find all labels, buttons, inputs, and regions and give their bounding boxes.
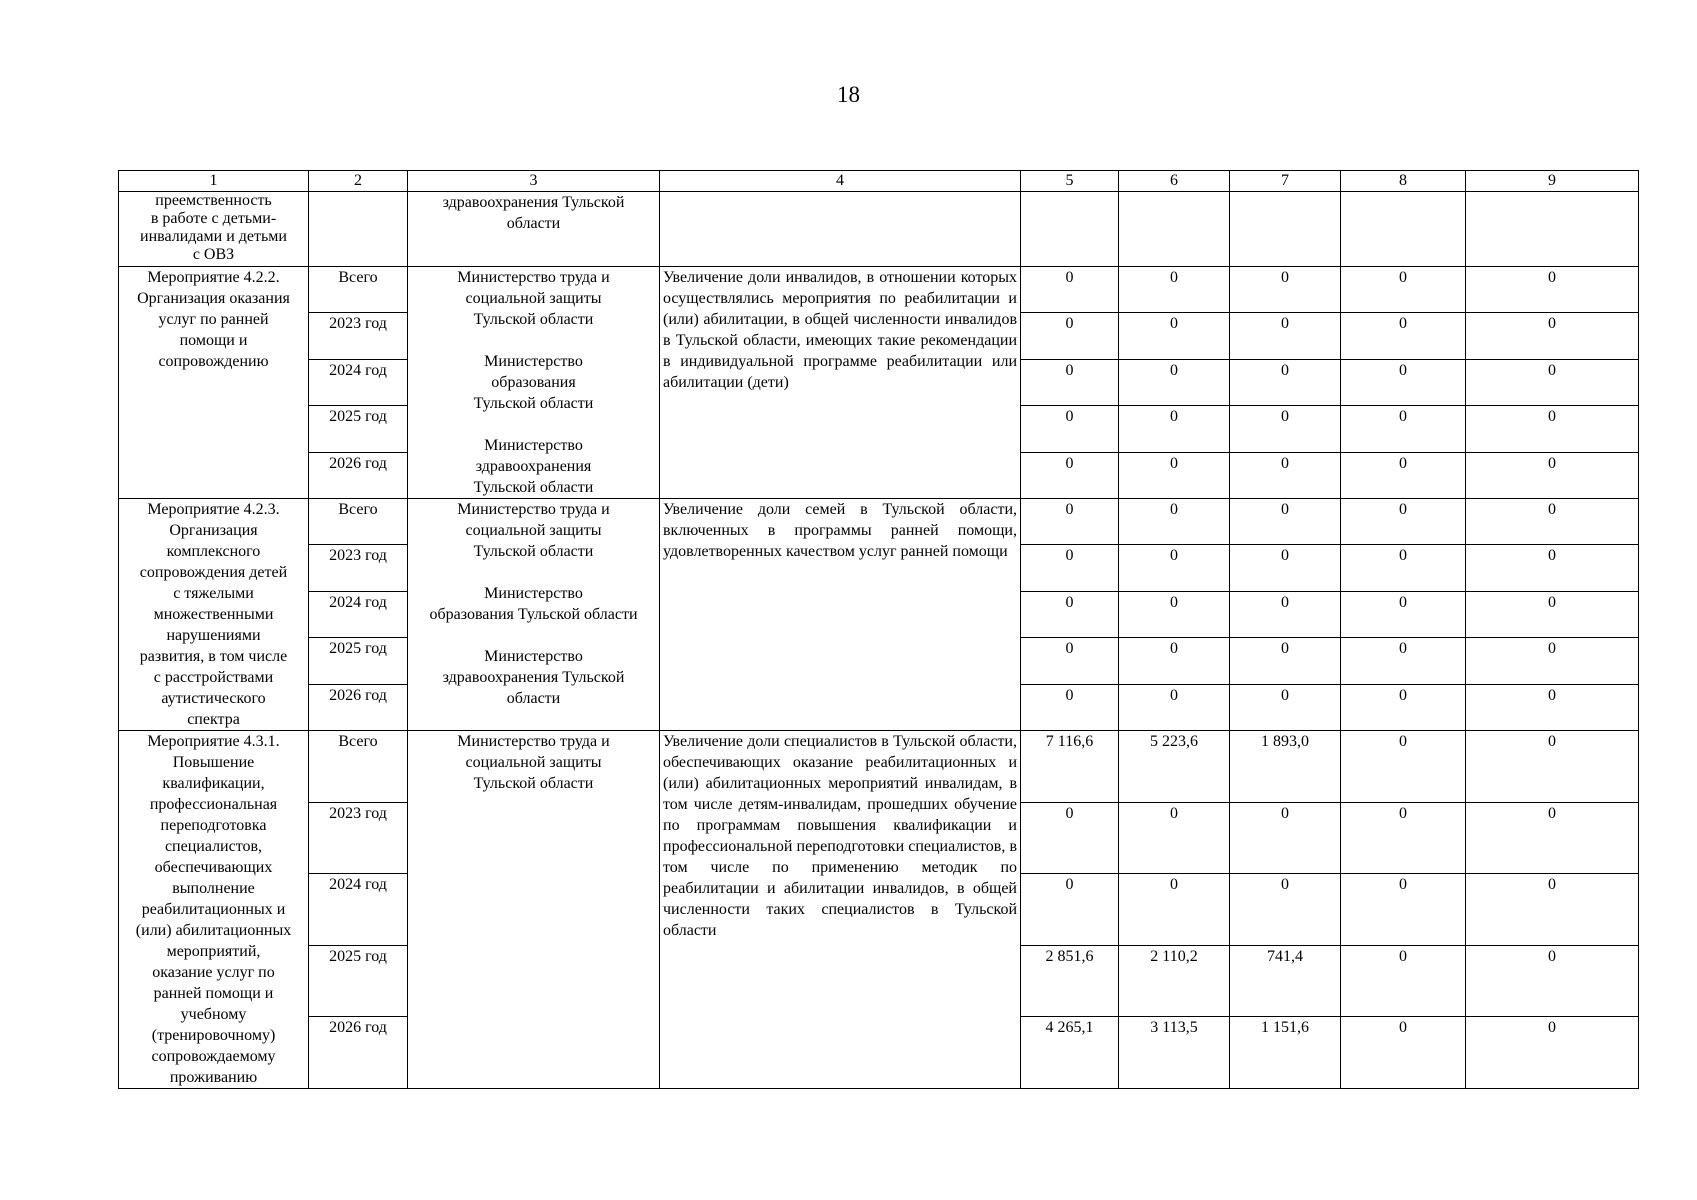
continued-activity-name: преемственность в работе с детьми- инвалидами и детьми с ОВЗ [119,192,309,267]
table-row [119,499,1639,545]
value-cell: 0 [1341,731,1466,803]
period-cell: Всего [309,731,408,803]
value-cell: 0 [1119,638,1230,684]
value-cell: 0 [1230,591,1341,637]
value-cell: 0 [1341,359,1466,405]
value-cell: 0 [1230,406,1341,452]
period-cell: 2025 год [309,638,408,684]
value-cell: 0 [1466,452,1639,498]
value-cell: 0 [1466,591,1639,637]
value-cell: 0 [1230,267,1341,313]
value-cell: 3 113,5 [1119,1017,1230,1089]
value-cell: 0 [1119,874,1230,946]
value-cell: 0 [1230,638,1341,684]
value-cell: 0 [1341,499,1466,545]
column-number: 3 [408,171,660,192]
period-cell: 2025 год [309,406,408,452]
value-cell: 0 [1021,359,1119,405]
value-cell: 0 [1341,452,1466,498]
value-cell: 0 [1466,874,1639,946]
period-cell: Всего [309,267,408,313]
value-cell: 0 [1021,406,1119,452]
column-number: 5 [1021,171,1119,192]
value-cell: 0 [1230,452,1341,498]
value-cell: 0 [1341,1017,1466,1089]
indicator-text: Увеличение доли семей в Тульской области, включенных в программы ранней помощи, удовлетворенных качеством услуг ранней помощи [660,499,1021,731]
period-cell: Всего [309,499,408,545]
value-cell: 5 223,6 [1119,731,1230,803]
value-cell: 0 [1119,591,1230,637]
value-cell: 0 [1341,684,1466,730]
value-cell: 0 [1021,684,1119,730]
value-cell: 0 [1230,684,1341,730]
period-cell: 2026 год [309,684,408,730]
value-cell: 0 [1466,638,1639,684]
page-number: 18 [837,82,860,107]
period-cell: 2025 год [309,945,408,1017]
value-cell: 0 [1341,874,1466,946]
table-row [119,267,1639,313]
value-cell: 0 [1341,545,1466,591]
column-number-row [119,171,1639,192]
value-cell: 0 [1021,874,1119,946]
column-number: 1 [119,171,309,192]
value-cell: 0 [1119,359,1230,405]
value-cell: 0 [1341,267,1466,313]
value-cell: 0 [1230,359,1341,405]
value-cell: 2 110,2 [1119,945,1230,1017]
value-cell: 1 893,0 [1230,731,1341,803]
indicator-text: Увеличение доли инвалидов, в отношении которых осуществлялись мероприятия по реабилитации и (или) абилитации, в общей численности инвалидов в Тульской области, имеющих такие рекомендации в индивидуальной программе реабилитации или абилитации (дети) [660,267,1021,499]
value-cell: 0 [1230,313,1341,359]
column-number: 9 [1466,171,1639,192]
period-cell: 2026 год [309,1017,408,1089]
value-cell: 0 [1021,313,1119,359]
period-cell: 2024 год [309,874,408,946]
responsible-executor: Министерство труда и социальной защиты Тульской области Министерство образования Тульской области Министерство здравоохранения Тульской области [408,267,660,499]
column-number: 4 [660,171,1021,192]
column-number: 7 [1230,171,1341,192]
continuation-row [119,192,1639,267]
value-cell: 0 [1119,802,1230,874]
value-cell: 1 151,6 [1230,1017,1341,1089]
value-cell: 0 [1466,406,1639,452]
period-cell: 2023 год [309,545,408,591]
value-cell: 0 [1119,684,1230,730]
value-cell: 0 [1119,499,1230,545]
value-cell: 0 [1230,545,1341,591]
period-cell: 2024 год [309,359,408,405]
value-cell: 0 [1466,945,1639,1017]
value-cell: 0 [1341,313,1466,359]
value-cell: 0 [1466,1017,1639,1089]
value-cell: 0 [1230,874,1341,946]
column-number: 6 [1119,171,1230,192]
value-cell: 0 [1466,684,1639,730]
continued-responsible: здравоохранения Тульской области [408,192,660,267]
activity-name: Мероприятие 4.2.2. Организация оказания услуг по ранней помощи и сопровождению [119,267,309,499]
value-cell: 0 [1021,545,1119,591]
value-cell: 0 [1466,545,1639,591]
value-cell: 0 [1466,313,1639,359]
period-cell: 2023 год [309,313,408,359]
value-cell: 0 [1466,499,1639,545]
value-cell: 0 [1119,545,1230,591]
value-cell: 0 [1466,267,1639,313]
value-cell: 0 [1119,452,1230,498]
value-cell: 0 [1341,406,1466,452]
value-cell: 0 [1341,638,1466,684]
table-row [119,731,1639,803]
value-cell: 2 851,6 [1021,945,1119,1017]
activity-name: Мероприятие 4.2.3. Организация комплексного сопровождения детей с тяжелыми множественными нарушениями развития, в том числе с расстройствами аутистического спектра [119,499,309,731]
value-cell: 0 [1021,267,1119,313]
responsible-executor: Министерство труда и социальной защиты Тульской области [408,731,660,1089]
value-cell: 0 [1341,802,1466,874]
value-cell: 741,4 [1230,945,1341,1017]
responsible-executor: Министерство труда и социальной защиты Тульской области Министерство образования Тульской области Министерство здравоохранения Тульской области [408,499,660,731]
value-cell: 0 [1021,802,1119,874]
value-cell: 0 [1466,731,1639,803]
value-cell: 0 [1119,267,1230,313]
period-cell: 2024 год [309,591,408,637]
indicator-text: Увеличение доли специалистов в Тульской области, обеспечивающих оказание реабилитационных и (или) абилитационных мероприятий инвалидам, в том числе детям-инвалидам, прошедших обучение по программам повышения квалификации и профессиональной переподготовки специалистов, в том числе по применению методик по реабилитации и абилитации инвалидов, в общей численности таких специалистов в Тульской области [660,731,1021,1089]
value-cell: 0 [1021,591,1119,637]
value-cell: 0 [1021,638,1119,684]
value-cell: 0 [1230,802,1341,874]
period-cell: 2023 год [309,802,408,874]
column-number: 2 [309,171,408,192]
program-table [118,170,1639,1089]
period-cell: 2026 год [309,452,408,498]
column-number: 8 [1341,171,1466,192]
value-cell: 4 265,1 [1021,1017,1119,1089]
activity-name: Мероприятие 4.3.1. Повышение квалификации, профессиональная переподготовка специалистов, обеспечивающих выполнение реабилитационных и (или) абилитационных мероприятий, оказание услуг по ранней помощи и учебному (тренировочному) сопровождаемому проживанию [119,731,309,1089]
value-cell: 0 [1021,452,1119,498]
value-cell: 0 [1230,499,1341,545]
value-cell: 0 [1119,406,1230,452]
value-cell: 0 [1466,802,1639,874]
value-cell: 7 116,6 [1021,731,1119,803]
value-cell: 0 [1341,945,1466,1017]
value-cell: 0 [1119,313,1230,359]
value-cell: 0 [1021,499,1119,545]
value-cell: 0 [1341,591,1466,637]
value-cell: 0 [1466,359,1639,405]
